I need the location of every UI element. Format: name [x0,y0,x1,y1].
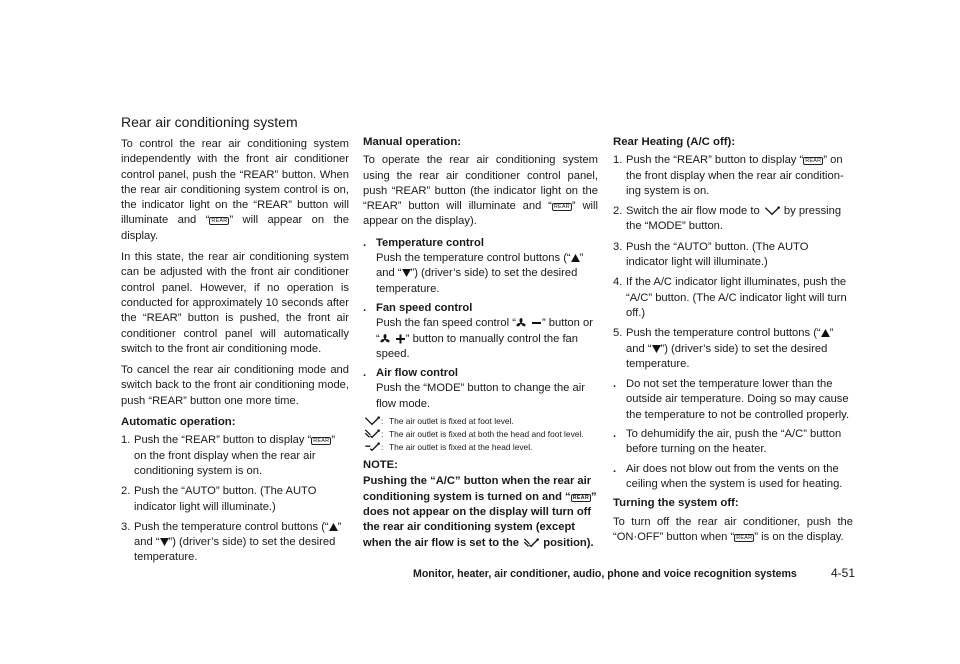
rear-badge-icon: REAR [736,534,753,541]
text: Do not set the temperature lower than the outside air temperature. Doing so may cause the temperature to not be controlled properly. [626,378,850,421]
legend-row [363,416,598,426]
text: position). [540,536,594,549]
text: ” button or “ [376,317,593,345]
step-number: 5. [613,327,623,340]
up-triangle-icon [329,523,338,531]
colon: : [381,416,384,427]
manual-heading: Manual operation: [363,136,462,148]
text: Push the temperature control buttons (“ [134,520,329,533]
text: Air does not blow out from the vents on the ceiling when the system is used for heating. [626,462,843,490]
down-triangle-icon [160,538,169,546]
text: Push the “REAR” button to display “ [134,434,312,447]
down-triangle-icon [652,345,661,353]
rear-badge-icon: REAR [313,438,330,445]
temp-title: Temperature control [376,236,484,249]
text: Push the temperature control buttons (“ [376,252,571,265]
list-item [613,377,853,423]
paragraph-off [613,515,853,546]
text: To turn off the rear air conditioner, push the “ON·OFF” button when “ [613,515,853,543]
text: Push the “AUTO” button. (The AUTO indicator light will illuminate.) [626,240,809,269]
text: ” on the front display when the rear air conditioning system is on. [134,434,336,477]
bilevel-airflow-icon [363,429,381,439]
list-item [121,520,349,566]
text: ”) (driver’s side) to set the desired temperature. [134,536,336,564]
text: ” will appear on the display). [363,200,598,228]
bullet: . [613,378,617,391]
fan-title: Fan speed control [376,301,473,314]
foot-airflow-icon [363,416,381,426]
fan-plus-icon [380,334,406,344]
head-airflow-icon [363,442,381,452]
text: ” and “ [626,327,834,355]
text: To control the rear air conditioning system independently with the front air conditioner control panel, push the “REAR” button. When the rear air conditioning system control is on, the indicator light on the “REAR” button will illuminate and “ [121,138,349,227]
text: ” on the front display when the rear air conditioning system is on. [626,154,844,197]
step-number: 2. [613,205,623,218]
legend-row [363,442,598,452]
step-number: 2. [121,485,131,498]
paragraph-cancel: To cancel the rear air conditioning mode and switch back to the front air conditioning mode, push “REAR” button one more time. [121,364,349,407]
step-number: 1. [121,434,131,447]
down-triangle-icon [402,269,411,277]
heating-steps [613,153,853,372]
text: Push the “REAR” button to display “ [626,154,804,167]
text: ” will appear on the display. [121,214,349,242]
list-item [613,275,853,321]
text: Switch the air flow mode to [626,205,763,218]
airflow-legend [363,416,598,452]
auto-heading: Automatic operation: [121,416,236,429]
text: ” button to manually control the fan speed. [376,332,578,360]
text: Push the fan speed control “ [376,317,516,330]
note-heading: NOTE: [363,459,398,472]
step-number: 3. [613,240,623,253]
column-right [613,113,853,551]
paragraph-intro [121,137,349,244]
text: To dehumidify the air, push the “A/C” button before turning on the heater. [626,428,842,456]
text: Push the temperature control buttons (“ [626,327,821,340]
air-title: Air flow control [376,367,459,380]
list-item [613,326,853,372]
colon: : [381,429,384,440]
auto-steps [121,433,349,565]
text: ”) (driver’s side) to set the desired temperature. [626,342,828,370]
text: by pressing the “MODE” button. [626,205,842,233]
text: If the A/C indicator light illuminates, push the “A/C” button. (The A/C indicator light will turn off.) [626,276,847,319]
section-title: Rear air conditioning system [121,114,298,130]
rear-badge-icon: REAR [211,218,228,225]
footer-chapter-title: Monitor, heater, air conditioner, audio, phone and voice recognition systems [413,568,797,580]
list-item [363,236,598,297]
text: Pushing the “A/C” button when the rear air conditioning system is turned on and “ [363,475,592,503]
up-triangle-icon [821,329,830,337]
note-text [363,474,598,550]
text: ” and “ [376,252,584,280]
bullet: . [363,301,367,314]
column-middle [363,113,598,551]
step-number: 3. [121,520,131,533]
text: ” is on the display. [754,530,844,543]
column-left [121,113,349,571]
bullet: . [363,367,367,380]
list-item [613,153,853,199]
list-item [613,204,853,235]
up-triangle-icon [571,254,580,262]
list-item [613,240,853,271]
legend-row [363,429,598,439]
colon: : [381,442,384,453]
bullet: . [613,462,617,475]
paragraph-state: In this state, the rear air conditioning system can be adjusted with the front air conditioner control panel. However, if no operation is conducted for approximately 10 seconds after the “REAR” button is pushed, the front air conditioner control panel will automatically switch to the front air conditioning mode. [121,251,349,355]
legend-text: The air outlet is fixed at both the head and foot level. [389,429,584,440]
text: ” does not appear on the display will turn off the rear air conditioning system (except when the air flow is set to the [363,490,597,549]
list-item [613,427,853,458]
text: Push the “AUTO” button. (The AUTO indicator light will illuminate.) [134,485,317,513]
off-heading: Turning the system off: [613,497,739,510]
rear-badge-icon: REAR [553,204,570,211]
text: Push the “MODE” button to change the air flow mode. [376,382,585,410]
rear-badge-icon: REAR [572,494,589,501]
list-item [363,301,598,362]
page-number: 4-51 [831,566,856,580]
list-item [613,462,853,493]
foot-airflow-icon [763,206,781,216]
bullet: . [363,236,367,249]
list-item [121,484,349,515]
paragraph-manual [363,153,598,229]
step-number: 1. [613,154,623,167]
text: To operate the rear air conditioning system using the rear air conditioner control panel, push “REAR” button (the indicator light on the “REAR” button will illuminate and “ [363,154,598,213]
step-number: 4. [613,276,623,289]
legend-text: The air outlet is fixed at the head level. [389,442,533,453]
text: ” and “ [134,520,342,549]
bilevel-airflow-icon [522,538,540,548]
bullet: . [613,428,617,441]
list-item [363,366,598,412]
list-item [121,433,349,479]
text: ”) (driver’s side) to set the desired temperature. [376,267,578,295]
legend-text: The air outlet is fixed at foot level. [389,416,514,427]
fan-minus-icon [516,318,542,328]
rear-badge-icon: REAR [805,158,822,165]
heating-heading: Rear Heating (A/C off): [613,136,736,148]
